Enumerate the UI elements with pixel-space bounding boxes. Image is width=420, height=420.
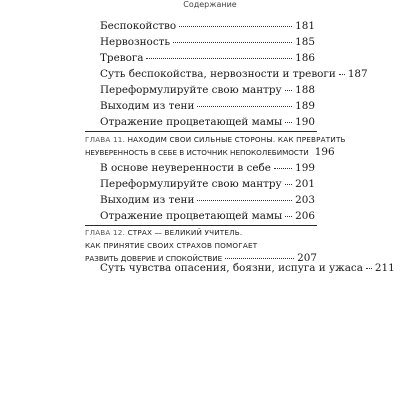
toc-entry-page: 201 [295,178,315,190]
toc-entry-page: 187 [347,68,368,80]
running-head: Содержание [183,0,237,9]
toc-entry[interactable] [100,84,315,97]
toc-entry-title: Суть беспокойства, нервозности и тревоги [100,68,336,80]
toc-entry[interactable] [100,194,315,207]
toc-entry-page: 199 [295,162,315,174]
chapter-page: 207 [297,252,317,264]
leader-dots [285,90,293,91]
leader-dots [146,58,292,59]
chapter-divider [85,131,317,132]
chapter-label: ГЛАВА 11. [85,135,126,144]
leader-dots [339,74,345,75]
leader-dots [197,106,292,107]
toc-entry-title: Отражение процветающей мамы [100,116,283,128]
toc-entry-page: 188 [295,84,315,96]
toc-entry[interactable] [100,178,315,191]
toc-entry[interactable] [100,68,368,81]
leader-dots [285,216,292,217]
toc-entry-title: Переформулируйте свою мантру [100,84,282,96]
toc-entry-title: Нервозность [100,36,171,48]
toc-entry-title: Отражение процветающей мамы [100,210,283,222]
leader-dots [285,122,292,123]
toc-entry-page: 206 [295,210,315,222]
chapter-title-line: НАХОДИМ СВОИ СИЛЬНЫЕ СТОРОНЫ. КАК ПРЕВРАТИТЬ [127,135,346,144]
chapter-11-heading[interactable] [85,133,346,146]
toc-entry[interactable] [100,116,315,129]
toc-entry-page: 186 [295,52,315,64]
toc-entry-page: 185 [295,36,315,48]
chapter-title-line: РАЗВИТЬ ДОВЕРИЕ И СПОКОЙСТВИЕ [85,254,223,263]
leader-dots [225,258,294,259]
leader-dots [285,184,293,185]
toc-entry-title: Тревога [100,52,144,64]
toc-entry-title: В основе неуверенности в себе [100,162,271,174]
toc-entry[interactable] [100,210,315,223]
toc-entry-title: Выходим из тени [100,194,195,206]
toc-entry-title: Переформулируйте свою мантру [100,178,282,190]
chapter-12-heading[interactable] [85,226,317,252]
toc-entry[interactable] [100,100,315,113]
toc-entry-page: 189 [295,100,315,112]
chapter-label: ГЛАВА 12. [85,228,126,237]
toc-entry-title: Выходим из тени [100,100,195,112]
leader-dots [173,42,292,43]
chapter-page: 196 [314,146,335,158]
leader-dots [366,268,372,269]
toc-entry-title: Беспокойство [100,20,177,32]
toc-entry-page: 190 [295,116,315,128]
chapter-title-line: НЕУВЕРЕННОСТЬ В СЕБЕ В ИСТОЧНИК НЕПОКОЛЕБИМОСТИ [85,148,309,157]
toc-entry[interactable] [100,162,315,175]
chapter-11-heading-end[interactable] [85,146,335,159]
leader-dots [179,26,292,27]
leader-dots [274,168,292,169]
toc-entry[interactable] [100,52,315,65]
chapter-title-line: КАК ПРИНЯТИЕ СВОИХ СТРАХОВ ПОМОГАЕТ [85,241,258,250]
chapter-title-line: СТРАХ — ВЕЛИКИЙ УЧИТЕЛЬ. [127,228,243,237]
toc-entry[interactable] [100,20,315,33]
leader-dots [197,200,292,201]
toc-entry[interactable] [100,262,395,275]
toc-entry-page: 181 [295,20,315,32]
toc-entry-page: 203 [295,194,315,206]
toc-entry-title: Суть чувства опасения, боязни, испуга и ужаса [100,262,363,274]
toc-entry[interactable] [100,36,315,49]
toc-entry-page: 211 [374,262,395,274]
